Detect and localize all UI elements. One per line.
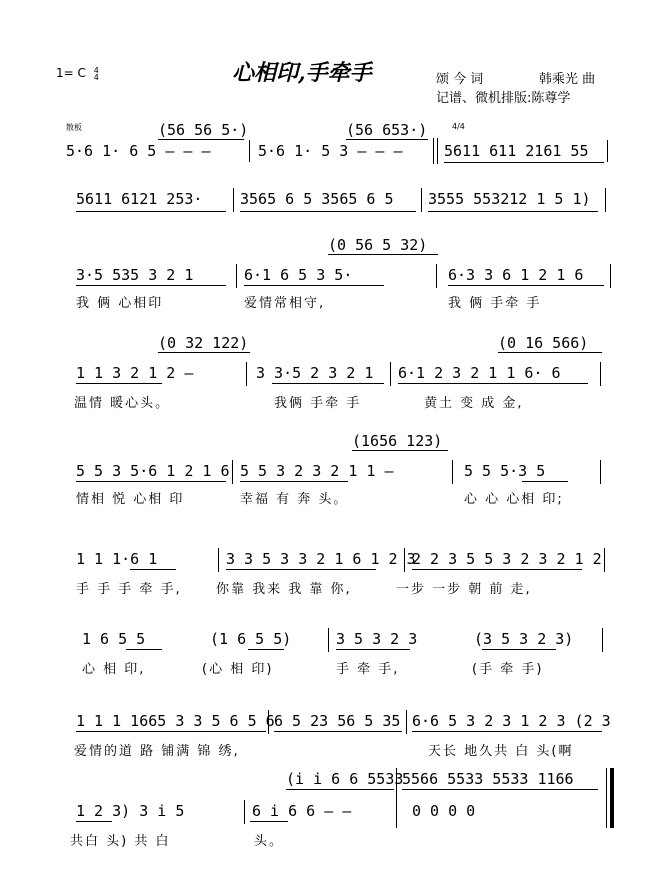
beam [76,731,266,732]
beam [76,383,162,384]
lyrics: 我俩 手牵 手 [274,396,362,411]
notes: 3 3·5 2 3 2 1 [256,364,374,382]
notes: 3·5 535 3 2 1 [76,266,194,284]
repeat-barline [433,138,434,164]
beam [76,211,226,212]
notes: 1 1 1·6 1 [76,550,158,568]
beam [76,821,112,822]
beam [498,352,602,353]
lyrics: 心 心 心相 印; [464,492,564,507]
notes: 5 5 5·3 5 [464,462,546,480]
lyrics: (心 相 印) [202,662,274,677]
lyrics: 温情 暖心头。 [74,396,171,411]
beam [286,789,394,790]
notes: 6·1 2 3 2 1 1 6· 6 [398,364,561,382]
upper-notes: (1656 123) [352,432,443,450]
barline [233,188,234,212]
beam [398,383,588,384]
arranger: 记谱、微机排版:陈尊学 [436,91,571,106]
notes: 6·6 5 3 2 3 1 2 3 (2 3 [412,712,611,730]
barline [452,460,453,484]
barline [600,460,601,484]
beam [272,383,384,384]
notes: 6 5 23 56 5 35 [274,712,401,730]
lyrics: 我 俩 手牵 手 [448,296,542,311]
beam [126,649,162,650]
notes: 5·6 1· 5 3 — — — [258,142,403,160]
notes: (1 6 5 5) [210,630,292,648]
upper-notes: 5566 5533 5533 1166 [402,770,574,788]
notes: (3 5 3 2 3) [474,630,574,648]
beam [130,569,176,570]
barline [605,188,606,212]
beam [248,649,284,650]
notes: 1 6 5 5 [82,630,146,648]
lyrics: 幸福 有 奔 头。 [240,492,349,507]
notes: 6·3 3 6 1 2 1 6 [448,266,584,284]
lyrics: 手 牵 手, [336,662,400,677]
barline [404,548,405,572]
lyrics: 情相 悦 心相 印 [76,492,185,507]
lyrics: 心 相 印, [82,662,146,677]
beam [250,821,288,822]
barline [421,188,422,212]
beam [412,731,602,732]
notes: 0 0 0 0 [412,802,476,820]
beam [336,649,410,650]
final-barline-thick [610,768,614,828]
beam [482,649,556,650]
upper-notes: (0 32 122) [158,334,249,352]
beam [402,789,598,790]
barline [396,768,397,828]
lyrics: 手 手 手 牵 手, [76,582,182,597]
beam [240,481,348,482]
composer: 韩乘光 曲 [539,72,596,87]
notes: 3555 553212 1 5 1) [428,190,591,208]
barline [249,140,250,162]
lyrics: (手 牵 手) [472,662,544,677]
lyrics: 共白 头) 共 白 [70,834,171,849]
lyrics: 一步 一步 朝 前 走, [396,582,532,597]
notes: 1 1 1 1665 3 3 5 6 5 6 [76,712,275,730]
notes: 3 5 3 2 3 [336,630,418,648]
final-barline [606,768,607,828]
lyrics: 头。 [254,834,285,849]
lyricist: 颂 今 词 [436,72,484,87]
notes: 1 1 3 2 1 2 — [76,364,194,382]
notes: 3565 6 5 3565 6 5 [240,190,394,208]
barline [218,548,219,572]
upper-notes: (i i 6 6 5533 [286,770,404,788]
tempo-marking: 散板 [66,123,82,132]
barline [232,460,233,484]
beam [444,162,604,163]
beam [428,211,598,212]
upper-notes: (0 16 566) [498,334,589,352]
barline [607,140,608,162]
beam [76,285,226,286]
barline [436,264,437,288]
upper-notes: (0 56 5 32) [328,236,428,254]
notes: 5611 611 2161 55 [444,142,589,160]
lyrics: 爱情常相守, [244,296,326,311]
song-title: 心相印,手牵手 [232,60,372,86]
beam [448,285,604,286]
barline [604,548,605,572]
lyrics: 我 俩 心相印 [76,296,164,311]
lyrics: 天长 地久共 白 头(啊 [428,744,574,759]
beam [158,352,250,353]
beam [328,254,438,255]
beam [226,569,376,570]
lyrics: 爱情的道 路 铺满 锦 绣, [74,744,240,759]
barline [244,800,245,824]
beam [274,731,402,732]
barline [600,362,601,386]
lyrics: 你靠 我来 我 靠 你, [216,582,352,597]
key-signature: 1= C 4 4 [56,65,99,82]
notes: 5 5 3 2 3 2 1 1 — [240,462,394,480]
time-signature: 4 4 [93,65,99,82]
notes: 5 5 3 5·6 1 2 1 6 [76,462,230,480]
barline [328,628,329,652]
lyrics: 黄土 变 成 金, [424,396,524,411]
notes: 2 2 3 5 5 3 2 3 2 1 2 [412,550,602,568]
beam [76,481,226,482]
notes: 5611 6121 253· [76,190,203,208]
beam [352,450,448,451]
barline [610,264,611,288]
repeat-barline [437,138,438,164]
upper-notes: (56 56 5·) [158,121,249,139]
barline [602,628,603,652]
barline [268,710,269,734]
notes: 5·6 1· 6 5 — — — [66,142,211,160]
upper-notes: (56 653·) [346,121,428,139]
beam [522,481,568,482]
barline [390,362,391,386]
beam [346,139,428,140]
beam [244,285,384,286]
barline [246,362,247,386]
notes: 3 3 5 3 3 2 1 6 1 2 3 [226,550,416,568]
time-change: 4/4 [452,122,465,131]
beam [158,139,244,140]
notes: 6 i 6 6 — — [252,802,352,820]
notes: 6·1 6 5 3 5· [244,266,353,284]
beam [240,211,416,212]
notes: 1 2 3) 3 i 5 [76,802,185,820]
barline [236,264,237,288]
beam [412,569,582,570]
barline [406,710,407,734]
